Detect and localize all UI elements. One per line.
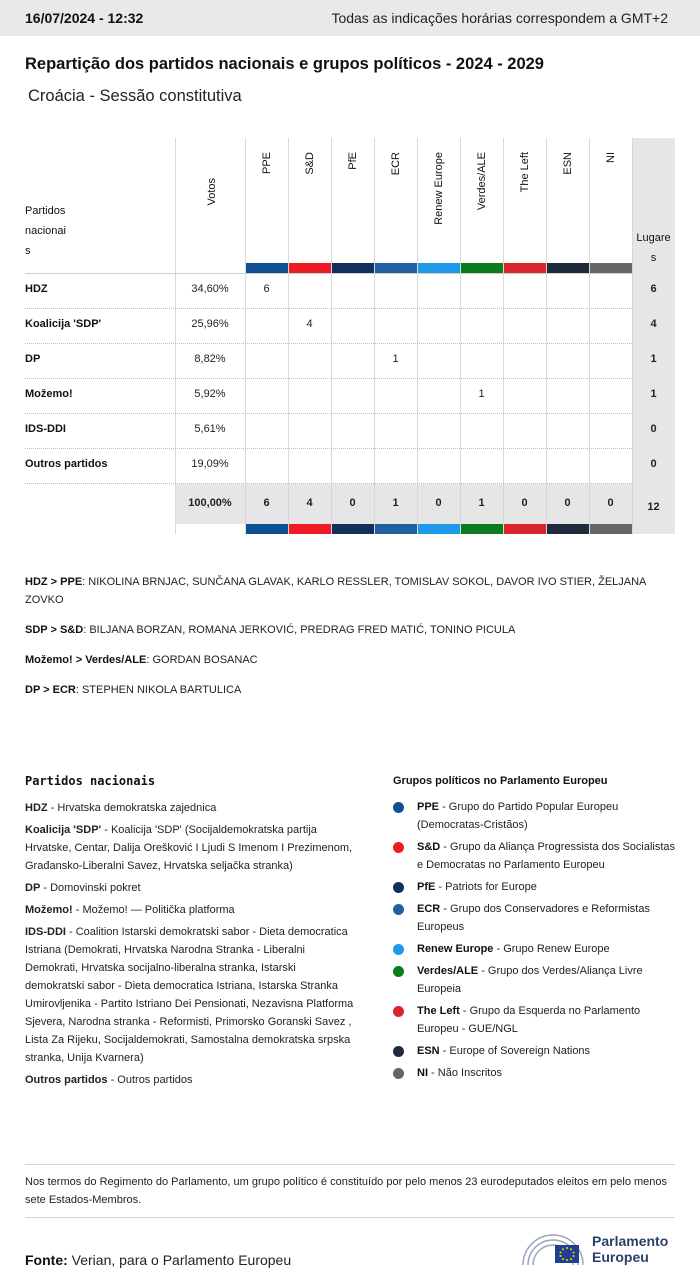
table-row-group-seats: 1 [392,353,399,365]
political-groups-legend [393,772,678,1086]
group-header-text: PPE [260,152,273,175]
group-color-bar-bottom [375,524,417,534]
total-group-seats: 4 [306,497,313,509]
national-legend-item: HDZ - Hrvatska demokratska zajednica [25,802,217,814]
table-row-seats: 1 [650,388,657,400]
total-group-seats: 0 [435,497,442,509]
group-header-ni [589,152,632,163]
national-legend-abbr: DP [25,882,41,894]
group-color-dot-icon [393,1006,404,1017]
group-legend-item [393,900,678,936]
mep-list-prefix: Možemo! > Verdes/ALE [25,654,147,666]
national-legend-title: Partidos nacionais [25,774,156,788]
table-row-party: Koalicija 'SDP' [25,318,102,330]
party-column-header [25,201,66,261]
group-color-bar [246,263,288,273]
group-legend-full: Grupo dos Verdes/Aliança Livre Europeia [417,965,643,995]
group-color-bar [504,263,546,273]
row-divider [25,483,632,484]
group-header-renew-europe [417,152,460,225]
national-legend-item: IDS-DDI - Coalition Istarski demokratski sabor - Dieta democratica Istriana (Demokrati, Hrvatska Narodna Stranka - Liberalni Demokrati, Hrvatska socijalno-liberalna stranka, Istarski demokratski sabor - Dieta democratica Istriana, Istarska Stranka Umirovljenika - Partito Istriano Dei Pensionati, Nezavisna Platforma Sjevera, Narodna stranka - Reformisti, Primorsko Goranski Savez , Lista Za Rijeku, Socijaldemokrati, Samostalna demokratska srpska stranka, Unija Kvarnera) [25,926,354,1064]
column-separator [632,138,633,534]
group-legend-item [393,1002,678,1038]
row-divider [25,308,632,309]
group-legend-item [393,1064,678,1082]
page-subtitle: Croácia - Sessão constitutiva [28,87,242,105]
group-legend-abbr: Verdes/ALE [417,965,479,977]
total-group-seats: 1 [478,497,485,509]
column-separator [546,138,547,534]
group-header-ecr [374,152,417,175]
total-group-seats: 0 [607,497,614,509]
group-legend-abbr: ESN [417,1045,440,1057]
table-row-seats: 0 [650,458,657,470]
mep-list-item: DP > ECR: STEPHEN NIKOLA BARTULICA [25,684,242,696]
group-header-esn [546,152,589,175]
group-legend-abbr: PPE [417,801,440,813]
table-row-votes: 34,60% [191,283,229,295]
header-divider [25,273,632,274]
votes-header-text: Votos [205,178,218,206]
national-legend-abbr: Možemo! [25,904,73,916]
table-row-votes: 8,82% [194,353,226,365]
column-separator [589,138,590,534]
mep-list-item: HDZ > PPE: NIKOLINA BRNJAC, SUNČANA GLAVAK, KARLO RESSLER, TOMISLAV SOKOL, DAVOR IVO STIER, ŽELJANA ZOVKO [25,576,646,606]
group-legend-full: Patriots for Europe [445,881,537,893]
group-color-bar-bottom [332,524,374,534]
group-legend-abbr: NI [417,1067,428,1079]
mep-list-names: GORDAN BOSANAC [152,654,258,666]
group-color-bar-bottom [246,524,288,534]
group-legend-text: Renew Europe - Grupo Renew Europe [417,943,610,955]
logo-line1: Parlamento [592,1233,669,1249]
row-divider [25,413,632,414]
group-header-text: PfE [346,152,359,170]
column-separator [288,138,289,534]
national-legend-full: Coalition Istarski demokratski sabor - Dieta democratica Istriana (Demokrati, Hrvatska Narodna Stranka - Liberalni Demokrati, Hrvatska socijalno-liberalna stranka, Istarski demokratski sabor - Dieta democratica Istriana, Istarska Stranka Umirovljenika - Partito Istriano Dei Pensionati, Nezavisna Platforma Sjevera, Narodna stranka - Reformisti, Primorsko Goranski Savez , Lista Za Rijeku, Socijaldemokrati, Samostalna demokratska srpska stranka, Unija Kvarnera) [25,926,354,1064]
group-legend-abbr: ECR [417,903,441,915]
group-color-bar [590,263,632,273]
source-line [25,1252,291,1268]
group-legend-text: ECR - Grupo dos Conservadores e Reformistas Europeus [417,903,650,933]
table-row-votes: 19,09% [191,458,229,470]
parliament-logo [520,1228,680,1270]
mep-list-prefix: DP > ECR [25,684,76,696]
group-legend-full: Não Inscritos [437,1067,502,1079]
divider [25,1217,675,1218]
group-legend-text: ESN - Europe of Sovereign Nations [417,1045,591,1057]
timezone-note: Todas as indicações horárias correspondem a GMT+2 [331,10,668,26]
group-legend-item [393,1042,678,1060]
total-group-seats: 0 [521,497,528,509]
page-title: Repartição dos partidos nacionais e grupos políticos - 2024 - 2029 [25,55,544,73]
national-legend-full: Možemo! — Politička platforma [82,904,235,916]
results-table [25,138,675,534]
group-color-bar-bottom [418,524,460,534]
group-header-text: ECR [389,152,402,176]
group-header-s-d [288,152,331,175]
group-color-dot-icon [393,882,404,893]
table-row-group-seats: 4 [306,318,313,330]
logo-line2: Europeu [592,1249,649,1265]
group-legend-full: Europe of Sovereign Nations [449,1045,591,1057]
national-legend-abbr: Koalicija 'SDP' [25,824,102,836]
total-group-seats: 0 [349,497,356,509]
mep-list-names: BILJANA BORZAN, ROMANA JERKOVIĆ, PREDRAG FRED MATIĆ, TONINO PICULA [89,624,516,636]
table-row-seats: 4 [650,318,657,330]
group-legend-item [393,798,678,834]
mep-list-item: SDP > S&D: BILJANA BORZAN, ROMANA JERKOVIĆ, PREDRAG FRED MATIĆ, TONINO PICULA [25,624,516,636]
group-color-bar-bottom [289,524,331,534]
group-color-bar-bottom [590,524,632,534]
national-parties-legend [25,772,355,1093]
group-legend-full: Grupo da Esquerda no Parlamento Europeu - GUE/NGL [417,1005,641,1035]
group-header-text: S&D [303,152,316,175]
table-row-party: Možemo! [25,388,73,400]
national-legend-full: Koalicija 'SDP' (Socijaldemokratska partija Hrvatske, Centar, Dalija Orešković I Ljudi S Imenom I Prezimenom, Građansko-Liberalni Savez, Hrvatska seljačka stranka) [25,824,353,872]
table-row-votes: 5,92% [194,388,226,400]
group-legend-full: Grupo dos Conservadores e Reformistas Europeus [417,903,650,933]
group-legend-abbr: Renew Europe [417,943,494,955]
group-color-dot-icon [393,944,404,955]
table-row-group-seats: 1 [478,388,485,400]
group-color-bar-bottom [461,524,503,534]
seats-column-header [632,228,675,268]
group-color-dot-icon [393,1068,404,1079]
group-color-bar [461,263,503,273]
group-header-pfe [331,152,374,170]
group-color-bar [332,263,374,273]
national-legend-full: Outros partidos [117,1074,193,1086]
group-header-verdes-ale [460,152,503,210]
table-row-party: DP [25,353,41,365]
group-legend-item [393,878,678,896]
group-color-dot-icon [393,1046,404,1057]
national-legend-abbr: Outros partidos [25,1074,108,1086]
group-header-text: ESN [561,152,574,175]
datetime: 16/07/2024 - 12:32 [25,10,144,26]
mep-list-prefix: SDP > S&D [25,624,84,636]
source-text: Verian, para o Parlamento Europeu [71,1252,292,1268]
top-bar [0,0,700,36]
mep-list-names: STEPHEN NIKOLA BARTULICA [81,684,242,696]
mep-lists [25,573,670,711]
group-color-dot-icon [393,966,404,977]
party-header-line: s [25,245,31,257]
group-header-text: Renew Europe [432,152,445,225]
table-row-party: IDS-DDI [25,423,66,435]
table-row-seats: 6 [650,283,657,295]
group-legend-text: S&D - Grupo da Aliança Progressista dos Socialistas e Democratas no Parlamento Europeu [417,841,676,871]
group-color-dot-icon [393,802,404,813]
votes-column-header [190,178,233,206]
footnote: Nos termos do Regimento do Parlamento, um grupo político é constituído por pelo menos 23 eurodeputados eleitos em pelo menos sete Estados-Membros. [25,1176,668,1206]
table-row-votes: 5,61% [194,423,226,435]
total-group-seats: 1 [392,497,399,509]
group-header-ppe [245,152,288,174]
mep-list-item: Možemo! > Verdes/ALE: GORDAN BOSANAC [25,654,258,666]
total-group-seats: 0 [564,497,571,509]
source-label: Fonte: [25,1252,68,1268]
column-separator [175,138,176,534]
group-header-the-left [503,152,546,192]
group-color-bar [547,263,589,273]
group-legend-text: NI - Não Inscritos [417,1067,502,1079]
group-legend-full: Grupo do Partido Popular Europeu (Democratas-Cristãos) [417,801,619,831]
column-separator [374,138,375,534]
table-row-group-seats: 6 [263,283,270,295]
national-legend-full: Hrvatska demokratska zajednica [57,802,217,814]
group-color-bar-bottom [504,524,546,534]
column-separator [245,138,246,534]
group-legend-text: The Left - Grupo da Esquerda no Parlamento Europeu - GUE/NGL [417,1005,641,1035]
seats-header-line: s [650,252,657,264]
national-legend-abbr: HDZ [25,802,48,814]
group-header-text: NI [604,152,617,163]
group-color-bar [289,263,331,273]
group-color-bar [375,263,417,273]
group-legend-text: PfE - Patriots for Europe [417,881,537,893]
total-seats: 12 [647,501,660,513]
group-color-dot-icon [393,904,404,915]
mep-list-prefix: HDZ > PPE [25,576,83,588]
group-header-text: Verdes/ALE [475,152,488,211]
table-row-votes: 25,96% [191,318,229,330]
group-legend-abbr: S&D [417,841,441,853]
group-legend-item [393,838,678,874]
group-legend-title: Grupos políticos no Parlamento Europeu [393,775,608,787]
seats-column-bg [632,138,675,534]
column-separator [503,138,504,534]
national-legend-item: DP - Domovinski pokret [25,882,141,894]
row-divider [25,448,632,449]
table-row-party: HDZ [25,283,48,295]
national-legend-item: Koalicija 'SDP' - Koalicija 'SDP' (Socijaldemokratska partija Hrvatske, Centar, Dalija Orešković I Ljudi S Imenom I Prezimenom, Građansko-Liberalni Savez, Hrvatska seljačka stranka) [25,824,353,872]
group-header-text: The Left [518,152,531,193]
national-legend-item: Outros partidos - Outros partidos [25,1074,193,1086]
group-legend-full: Grupo Renew Europe [503,943,610,955]
national-legend-item: Možemo! - Možemo! — Politička platforma [25,904,235,916]
group-legend-abbr: PfE [417,881,436,893]
group-legend-abbr: The Left [417,1005,460,1017]
group-legend-full: Grupo da Aliança Progressista dos Socialistas e Democratas no Parlamento Europeu [417,841,676,871]
divider [25,1164,675,1165]
group-color-bar [418,263,460,273]
seats-header-line: Lugare [636,232,671,244]
table-row-seats: 1 [650,353,657,365]
group-legend-text: Verdes/ALE - Grupo dos Verdes/Aliança Livre Europeia [417,965,643,995]
group-legend-text: PPE - Grupo do Partido Popular Europeu (Democratas-Cristãos) [417,801,619,831]
national-legend-full: Domovinski pokret [50,882,141,894]
group-color-dot-icon [393,842,404,853]
row-divider [25,378,632,379]
hemicycle-eu-flag-icon [520,1231,586,1267]
total-votes: 100,00% [188,497,232,509]
party-header-line: Partidos [25,205,66,217]
row-divider [25,343,632,344]
table-row-seats: 0 [650,423,657,435]
group-color-bar-bottom [547,524,589,534]
party-header-line: nacionai [25,225,66,237]
group-legend-item [393,940,678,958]
table-row-party: Outros partidos [25,458,108,470]
column-separator [331,138,332,534]
mep-list-names: NIKOLINA BRNJAC, SUNČANA GLAVAK, KARLO RESSLER, TOMISLAV SOKOL, DAVOR IVO STIER, ŽELJANA ZOVKO [25,576,646,606]
total-group-seats: 6 [263,497,270,509]
national-legend-abbr: IDS-DDI [25,926,66,938]
group-legend-item [393,962,678,998]
